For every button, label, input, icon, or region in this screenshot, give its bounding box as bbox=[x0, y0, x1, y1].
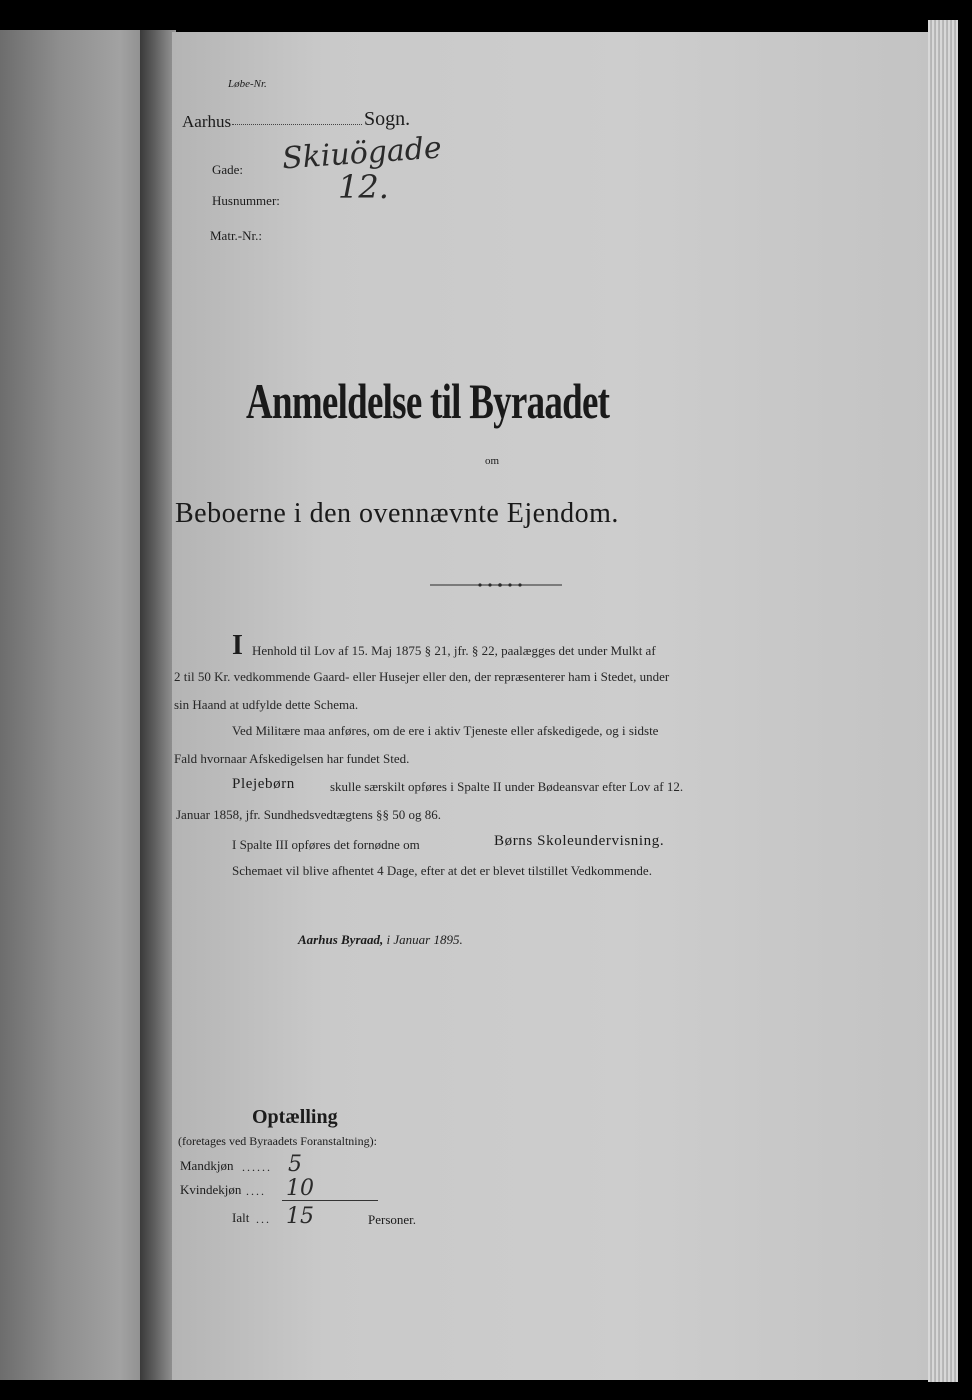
mandkjon-value: 5 bbox=[288, 1152, 302, 1177]
page-subtitle: Beboerne i den ovennævnte Ejendom. bbox=[175, 498, 619, 529]
paragraph-4-text: I Spalte III opføres det fornødne om bbox=[232, 837, 420, 852]
page-title: Anmeldelse til Byraadet bbox=[246, 373, 610, 429]
husnummer-value: 12. bbox=[338, 168, 389, 206]
signature-line bbox=[298, 932, 463, 948]
matr-nr-label: Matr.-Nr.: bbox=[210, 228, 262, 243]
paragraph-1-line-3: sin Haand at udfylde dette Schema. bbox=[174, 697, 359, 712]
gade-value: Skiuögade bbox=[280, 130, 443, 177]
paragraph-4-emphasis: Børns Skoleundervisning. bbox=[494, 833, 665, 849]
paragraph-5: Schemaet vil blive afhentet 4 Dage, efter at det er blevet tilstillet Vedkommende. bbox=[232, 863, 652, 878]
kvindekjon-label: Kvindekjøn bbox=[180, 1182, 242, 1197]
husnummer-label: Husnummer: bbox=[212, 193, 280, 208]
om-label: om bbox=[485, 455, 500, 467]
ornament-divider bbox=[430, 583, 562, 587]
personer-label: Personer. bbox=[368, 1212, 417, 1227]
sogn-dotted-line bbox=[232, 124, 362, 125]
city-label: Aarhus bbox=[182, 112, 232, 131]
gade-label: Gade: bbox=[212, 162, 244, 177]
paragraph-3-line-1: skulle særskilt opføres i Spalte II under Bødeansvar efter Lov af 12. bbox=[330, 779, 684, 794]
mandkjon-dots: ...... bbox=[242, 1160, 272, 1174]
mandkjon-label: Mandkjøn bbox=[180, 1158, 234, 1173]
book-gutter bbox=[140, 30, 176, 1380]
paragraph-3-lead: Plejebørn bbox=[232, 776, 295, 792]
lobe-nr-label: Løbe-Nr. bbox=[228, 78, 267, 90]
ialt-value: 15 bbox=[286, 1204, 314, 1229]
page-edges bbox=[928, 20, 958, 1382]
paragraph-2-line-1: Ved Militære maa anføres, om de ere i aktiv Tjeneste eller afskedigede, og i sidste bbox=[232, 723, 659, 738]
signature-date: i Januar 1895. bbox=[386, 932, 463, 947]
paragraph-1-line-1: Henhold til Lov af 15. Maj 1875 § 21, jfr. § 22, paalægges det under Mulkt af bbox=[252, 643, 656, 658]
signature-council: Aarhus Byraad, bbox=[298, 932, 384, 947]
count-note: (foretages ved Byraadets Foranstaltning): bbox=[178, 1134, 377, 1148]
paragraph-2-line-2: Fald hvornaar Afskedigelsen har fundet Sted. bbox=[174, 751, 410, 766]
kvindekjon-value: 10 bbox=[286, 1176, 314, 1201]
ialt-dots: ... bbox=[256, 1212, 271, 1226]
drop-initial: I bbox=[232, 630, 243, 661]
left-page bbox=[0, 30, 150, 1380]
paragraph-3-line-2: Januar 1858, jfr. Sundhedsvedtægtens §§ 50 og 86. bbox=[176, 807, 442, 822]
paragraph-1-line-2: 2 til 50 Kr. vedkommende Gaard- eller Husejer eller den, der repræsenterer ham i Stedet, under bbox=[174, 669, 670, 684]
kvindekjon-dots: .... bbox=[246, 1184, 266, 1198]
sogn-label: Sogn. bbox=[364, 108, 411, 130]
count-heading: Optælling bbox=[252, 1106, 338, 1128]
sum-line bbox=[282, 1200, 378, 1201]
ialt-label: Ialt bbox=[232, 1210, 250, 1225]
